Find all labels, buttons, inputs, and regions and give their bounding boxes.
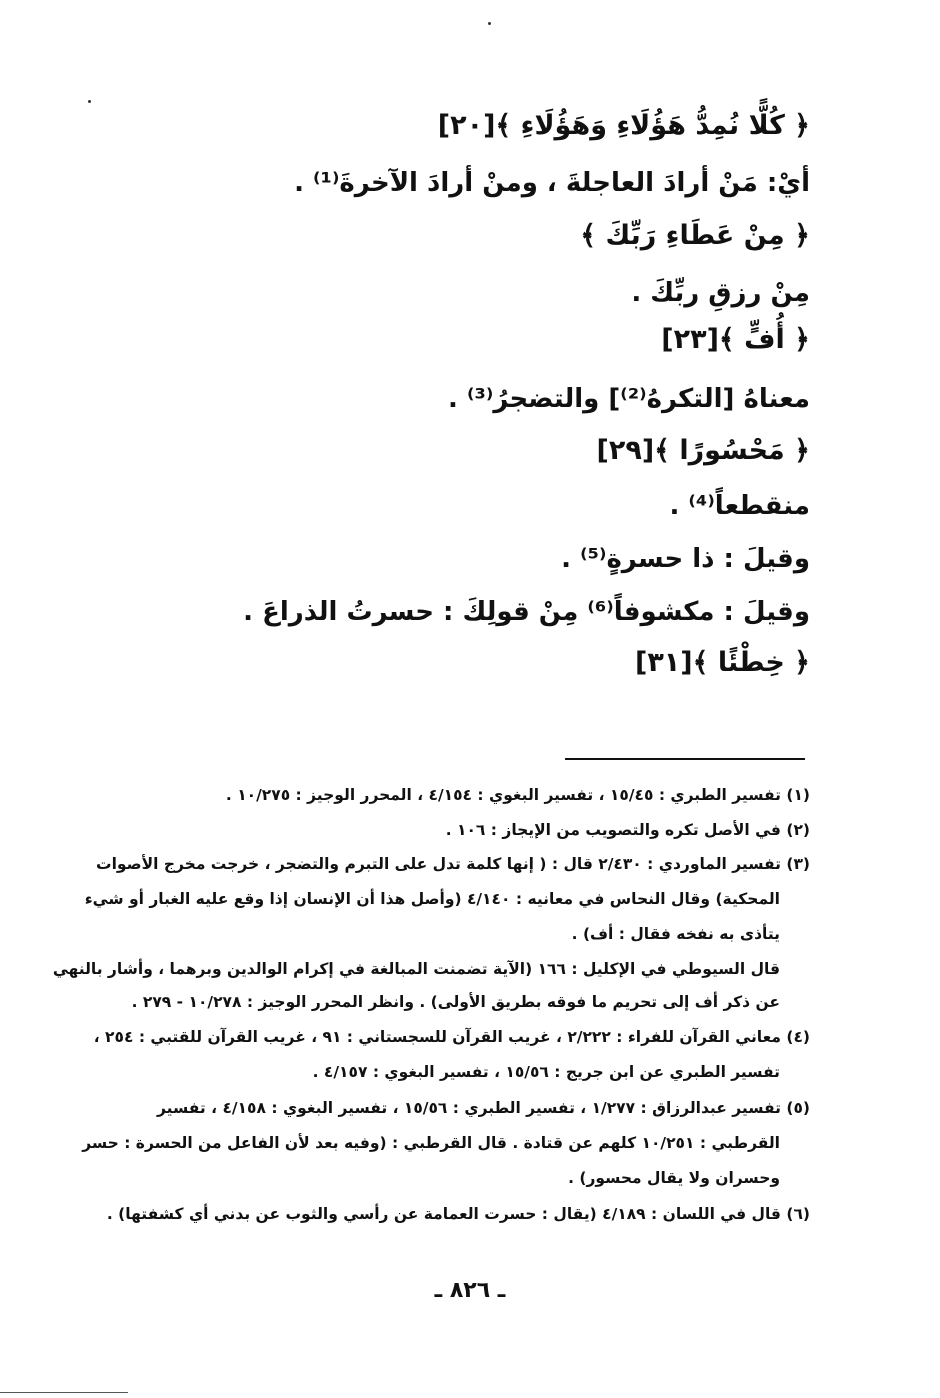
text-line: وقيلَ : مكشوفاً⁽⁶⁾ مِنْ قولِكَ : حسرتُ الذراعَ . xyxy=(243,597,810,627)
scan-speck xyxy=(88,100,91,103)
scan-speck xyxy=(488,22,491,25)
page-number: ـ ٨٢٦ ـ xyxy=(434,1278,506,1303)
footnote-5-line: القرطبي : ١٠/٢٥١ كلهم عن قتادة . قال القرطبي : (وفيه بعد لأن الفاعل من الحسرة : حسر xyxy=(82,1134,780,1152)
verse-line: ﴿ مِنْ عَطَاءِ رَبِّكَ ﴾ xyxy=(580,220,810,251)
verse-line-23: ﴿ أُفٍّ ﴾[٢٣] xyxy=(661,324,810,355)
verse-line-29: ﴿ مَحْسُورًا ﴾[٢٩] xyxy=(596,435,810,466)
verse-line-20: ﴿ كُلًّا نُمِدُّ هَؤُلَاءِ وَهَؤُلَاءِ ﴾[٢٠] xyxy=(437,110,810,141)
footnote-4: (٤) معاني القرآن للفراء : ٢/٢٢٢ ، غريب القرآن للسجستاني : ٩١ ، غريب القرآن للقتبي : ٢٥٤ ، xyxy=(93,1028,810,1046)
footnote-divider xyxy=(565,758,805,760)
footnote-1: (١) تفسير الطبري : ١٥/٤٥ ، تفسير البغوي : ٤/١٥٤ ، المحرر الوجيز : ١٠/٢٧٥ . xyxy=(225,786,810,804)
footnote-5-line: وحسران ولا يقال محسور) . xyxy=(568,1169,780,1187)
text-line: مِنْ رزقِ ربِّكَ . xyxy=(631,278,810,308)
footnote-3-line: المحكية) وقال النحاس في معانيه : ٤/١٤٠ (وأصل هذا أن الإنسان إذا وقع عليه الغبار أو شيء xyxy=(84,890,780,908)
text-line: وقيلَ : ذا حسرةٍ⁽⁵⁾ . xyxy=(561,544,810,574)
footnote-3-line: عن ذكر أف إلى تحريم ما فوقه بطريق الأولى) . وانظر المحرر الوجيز : ١٠/٢٧٨ - ٢٧٩ . xyxy=(131,993,780,1011)
text-line: معناهُ [التكرهُ⁽²⁾] والتضجرُ⁽³⁾ . xyxy=(448,384,810,414)
text-line: أيْ: مَنْ أرادَ العاجلةَ ، ومنْ أرادَ الآخرةَ⁽¹⁾ . xyxy=(294,168,810,198)
footnote-3-line: قال السيوطي في الإكليل : ١٦٦ (الآية تضمنت المبالغة في إكرام الوالدين وبرهما ، وأشار بالنهي xyxy=(52,960,780,978)
footnote-6: (٦) قال في اللسان : ٤/١٨٩ (يقال : حسرت العمامة عن رأسي والثوب عن بدني أي كشفتها) . xyxy=(106,1205,810,1223)
footnote-5: (٥) تفسير عبدالرزاق : ١/٢٧٧ ، تفسير الطبري : ١٥/٥٦ ، تفسير البغوي : ٤/١٥٨ ، تفسير xyxy=(157,1099,810,1117)
verse-line-31: ﴿ خِطْئًا ﴾[٣١] xyxy=(634,647,810,678)
scan-edge-line xyxy=(0,1392,128,1393)
footnote-3: (٣) تفسير الماوردي : ٢/٤٣٠ قال : ( إنها كلمة تدل على التبرم والتضجر ، خرجت مخرج الأصوات xyxy=(96,855,810,873)
footnote-4-line: تفسير الطبري عن ابن جريج : ١٥/٥٦ ، تفسير البغوي : ٤/١٥٧ . xyxy=(312,1063,780,1081)
text-line: منقطعاً⁽⁴⁾ . xyxy=(669,491,810,521)
footnote-3-line: يتأذى به نفخه فقال : أف) . xyxy=(571,925,780,943)
footnote-2: (٢) في الأصل تكره والتصويب من الإيجاز : ١٠٦ . xyxy=(445,821,810,839)
